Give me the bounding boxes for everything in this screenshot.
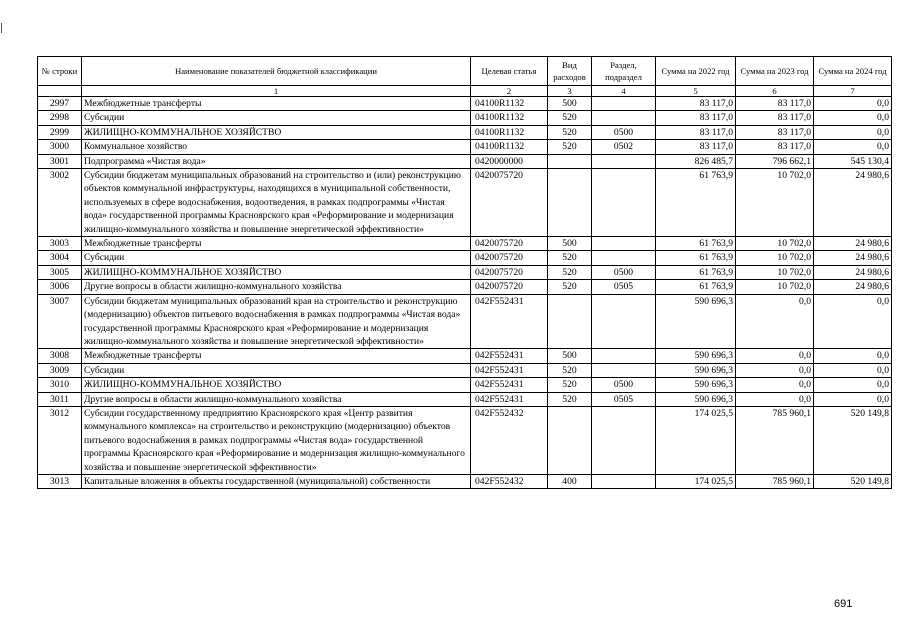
cell-section [592, 474, 656, 488]
edge-mark [1, 23, 2, 33]
cell-section [592, 169, 656, 237]
cell-section: 0505 [592, 280, 656, 294]
cell-row-no: 3013 [38, 474, 82, 488]
cell-section: 0500 [592, 265, 656, 279]
header-type: Вид расходов [548, 57, 592, 86]
cell-section [592, 349, 656, 363]
cell-name: Субсидии бюджетам муниципальных образований на строительство и (или) реконструкцию объектов коммунальной инфраструктуры, находящихся в муниципальной собственности, используемых в сфере водоснабжения, водоотведения, в рамках подпрограммы «Чистая вода» государственной программы Красноярского края «Реформирование и модернизация жилищно-коммунального хозяйства и повышение энергетической эффективности» [82, 169, 471, 237]
cell-row-no: 3005 [38, 265, 82, 279]
cell-sum-2022: 174 025,5 [656, 474, 736, 488]
cell-sum-2024: 0,0 [814, 140, 892, 154]
cell-type [548, 406, 592, 474]
header-row [38, 57, 892, 86]
cell-type [548, 169, 592, 237]
cell-sum-2024: 24 980,6 [814, 237, 892, 251]
column-number: 7 [814, 86, 892, 97]
cell-sum-2023: 10 702,0 [736, 265, 814, 279]
cell-sum-2024: 0,0 [814, 125, 892, 139]
cell-sum-2023: 0,0 [736, 294, 814, 349]
cell-sum-2023: 796 662,1 [736, 154, 814, 168]
cell-type: 520 [548, 140, 592, 154]
table-row [38, 392, 892, 406]
table-row [38, 140, 892, 154]
cell-target: 0420075720 [471, 265, 548, 279]
cell-target: 04100R1132 [471, 111, 548, 125]
column-number: 4 [592, 86, 656, 97]
table-body [38, 97, 892, 489]
cell-name: Субсидии бюджетам муниципальных образований края на строительство и реконструкцию (модернизацию) объектов питьевого водоснабжения в рамках подпрограммы «Чистая вода» государственной программы Красноярского края «Реформирование и модернизация жилищно-коммунального хозяйства и повышение энергетической эффективности» [82, 294, 471, 349]
cell-section: 0505 [592, 392, 656, 406]
table-row [38, 111, 892, 125]
column-number-row [38, 86, 892, 97]
cell-type: 520 [548, 392, 592, 406]
cell-type: 400 [548, 474, 592, 488]
cell-sum-2023: 0,0 [736, 349, 814, 363]
cell-target: 042F552431 [471, 378, 548, 392]
column-number: 5 [656, 86, 736, 97]
table-row [38, 363, 892, 377]
cell-sum-2022: 83 117,0 [656, 97, 736, 111]
table-row [38, 280, 892, 294]
cell-sum-2022: 83 117,0 [656, 125, 736, 139]
cell-section [592, 406, 656, 474]
cell-sum-2023: 83 117,0 [736, 97, 814, 111]
cell-sum-2024: 0,0 [814, 111, 892, 125]
cell-type: 500 [548, 237, 592, 251]
cell-name: Межбюджетные трансферты [82, 237, 471, 251]
cell-sum-2022: 174 025,5 [656, 406, 736, 474]
cell-sum-2024: 520 149,8 [814, 474, 892, 488]
cell-sum-2022: 590 696,3 [656, 349, 736, 363]
table-row [38, 97, 892, 111]
cell-sum-2023: 785 960,1 [736, 406, 814, 474]
cell-sum-2022: 590 696,3 [656, 378, 736, 392]
table-row [38, 406, 892, 474]
table-row [38, 349, 892, 363]
cell-type: 500 [548, 349, 592, 363]
cell-sum-2022: 590 696,3 [656, 392, 736, 406]
cell-section: 0500 [592, 378, 656, 392]
column-number: 2 [471, 86, 548, 97]
cell-target: 0420075720 [471, 237, 548, 251]
cell-target: 042F552432 [471, 474, 548, 488]
cell-sum-2022: 61 763,9 [656, 280, 736, 294]
cell-sum-2023: 83 117,0 [736, 111, 814, 125]
cell-target: 0420000000 [471, 154, 548, 168]
cell-row-no: 3010 [38, 378, 82, 392]
cell-type: 520 [548, 111, 592, 125]
cell-sum-2023: 0,0 [736, 378, 814, 392]
cell-row-no: 2998 [38, 111, 82, 125]
header-sum-2023: Сумма на 2023 год [736, 57, 814, 86]
budget-table [37, 56, 892, 489]
header-name: Наименование показателей бюджетной классификации [82, 57, 471, 86]
cell-row-no: 3001 [38, 154, 82, 168]
table-row [38, 378, 892, 392]
cell-sum-2022: 61 763,9 [656, 169, 736, 237]
cell-sum-2023: 0,0 [736, 392, 814, 406]
cell-target: 042F552431 [471, 294, 548, 349]
cell-row-no: 3011 [38, 392, 82, 406]
table-row [38, 154, 892, 168]
cell-sum-2024: 24 980,6 [814, 251, 892, 265]
cell-name: ЖИЛИЩНО-КОММУНАЛЬНОЕ ХОЗЯЙСТВО [82, 265, 471, 279]
cell-sum-2024: 0,0 [814, 363, 892, 377]
column-number: 3 [548, 86, 592, 97]
cell-sum-2022: 61 763,9 [656, 265, 736, 279]
cell-target: 042F552431 [471, 349, 548, 363]
cell-section [592, 294, 656, 349]
cell-row-no: 3006 [38, 280, 82, 294]
table-row [38, 169, 892, 237]
cell-sum-2024: 0,0 [814, 378, 892, 392]
header-row-no: № строки [38, 57, 82, 86]
cell-type: 520 [548, 265, 592, 279]
cell-section [592, 237, 656, 251]
cell-target: 0420075720 [471, 251, 548, 265]
cell-row-no: 3012 [38, 406, 82, 474]
cell-sum-2024: 24 980,6 [814, 265, 892, 279]
cell-type: 520 [548, 363, 592, 377]
cell-name: Субсидии [82, 111, 471, 125]
cell-section: 0502 [592, 140, 656, 154]
cell-sum-2024: 24 980,6 [814, 280, 892, 294]
cell-section [592, 97, 656, 111]
cell-row-no: 3009 [38, 363, 82, 377]
cell-section [592, 363, 656, 377]
cell-sum-2022: 590 696,3 [656, 294, 736, 349]
cell-target: 04100R1132 [471, 97, 548, 111]
table-row [38, 265, 892, 279]
header-sum-2022: Сумма на 2022 год [656, 57, 736, 86]
cell-section: 0500 [592, 125, 656, 139]
cell-section [592, 251, 656, 265]
cell-sum-2023: 10 702,0 [736, 169, 814, 237]
cell-type: 520 [548, 125, 592, 139]
header-target: Целевая статья [471, 57, 548, 86]
cell-sum-2022: 83 117,0 [656, 140, 736, 154]
cell-sum-2024: 0,0 [814, 294, 892, 349]
header-sum-2024: Сумма на 2024 год [814, 57, 892, 86]
cell-sum-2024: 545 130,4 [814, 154, 892, 168]
cell-sum-2024: 0,0 [814, 349, 892, 363]
table-row [38, 251, 892, 265]
cell-name: Капитальные вложения в объекты государственной (муниципальной) собственности [82, 474, 471, 488]
table-row [38, 294, 892, 349]
page-number: 691 [834, 598, 853, 610]
cell-name: Коммунальное хозяйство [82, 140, 471, 154]
cell-sum-2023: 10 702,0 [736, 237, 814, 251]
cell-sum-2024: 0,0 [814, 392, 892, 406]
cell-row-no: 3003 [38, 237, 82, 251]
table-row [38, 125, 892, 139]
cell-row-no: 3007 [38, 294, 82, 349]
cell-name: Межбюджетные трансферты [82, 349, 471, 363]
cell-sum-2023: 83 117,0 [736, 125, 814, 139]
column-number [38, 86, 82, 97]
cell-sum-2023: 83 117,0 [736, 140, 814, 154]
cell-sum-2024: 520 149,8 [814, 406, 892, 474]
cell-sum-2023: 10 702,0 [736, 280, 814, 294]
cell-target: 042F552432 [471, 406, 548, 474]
cell-sum-2022: 590 696,3 [656, 363, 736, 377]
cell-name: Субсидии [82, 363, 471, 377]
cell-section [592, 154, 656, 168]
column-number: 6 [736, 86, 814, 97]
cell-name: Субсидии государственному предприятию Красноярского края «Центр развития коммунального комплекса» на строительство и реконструкцию (модернизацию) объектов питьевого водоснабжения в рамках подпрограммы «Чистая вода» государственной программы Красноярского края «Реформирование и модернизация жилищно-коммунального хозяйства и повышение энергетической эффективности» [82, 406, 471, 474]
cell-target: 04100R1132 [471, 125, 548, 139]
cell-type: 520 [548, 378, 592, 392]
cell-type: 520 [548, 280, 592, 294]
cell-sum-2023: 10 702,0 [736, 251, 814, 265]
cell-sum-2022: 826 485,7 [656, 154, 736, 168]
cell-row-no: 3004 [38, 251, 82, 265]
cell-row-no: 3002 [38, 169, 82, 237]
cell-sum-2023: 0,0 [736, 363, 814, 377]
cell-type: 500 [548, 97, 592, 111]
cell-target: 042F552431 [471, 392, 548, 406]
cell-row-no: 2997 [38, 97, 82, 111]
cell-section [592, 111, 656, 125]
cell-name: Межбюджетные трансферты [82, 97, 471, 111]
cell-sum-2022: 61 763,9 [656, 251, 736, 265]
table-row [38, 237, 892, 251]
cell-sum-2023: 785 960,1 [736, 474, 814, 488]
cell-type [548, 154, 592, 168]
column-number: 1 [82, 86, 471, 97]
cell-type: 520 [548, 251, 592, 265]
table-row [38, 474, 892, 488]
cell-row-no: 2999 [38, 125, 82, 139]
cell-name: Другие вопросы в области жилищно-коммунального хозяйства [82, 280, 471, 294]
cell-target: 04100R1132 [471, 140, 548, 154]
cell-name: ЖИЛИЩНО-КОММУНАЛЬНОЕ ХОЗЯЙСТВО [82, 125, 471, 139]
cell-target: 0420075720 [471, 169, 548, 237]
header-section: Раздел, подраздел [592, 57, 656, 86]
cell-name: Подпрограмма «Чистая вода» [82, 154, 471, 168]
cell-row-no: 3000 [38, 140, 82, 154]
cell-row-no: 3008 [38, 349, 82, 363]
cell-sum-2022: 83 117,0 [656, 111, 736, 125]
cell-target: 042F552431 [471, 363, 548, 377]
cell-type [548, 294, 592, 349]
cell-sum-2024: 24 980,6 [814, 169, 892, 237]
cell-target: 0420075720 [471, 280, 548, 294]
cell-name: Другие вопросы в области жилищно-коммунального хозяйства [82, 392, 471, 406]
cell-sum-2024: 0,0 [814, 97, 892, 111]
cell-name: ЖИЛИЩНО-КОММУНАЛЬНОЕ ХОЗЯЙСТВО [82, 378, 471, 392]
cell-name: Субсидии [82, 251, 471, 265]
cell-sum-2022: 61 763,9 [656, 237, 736, 251]
